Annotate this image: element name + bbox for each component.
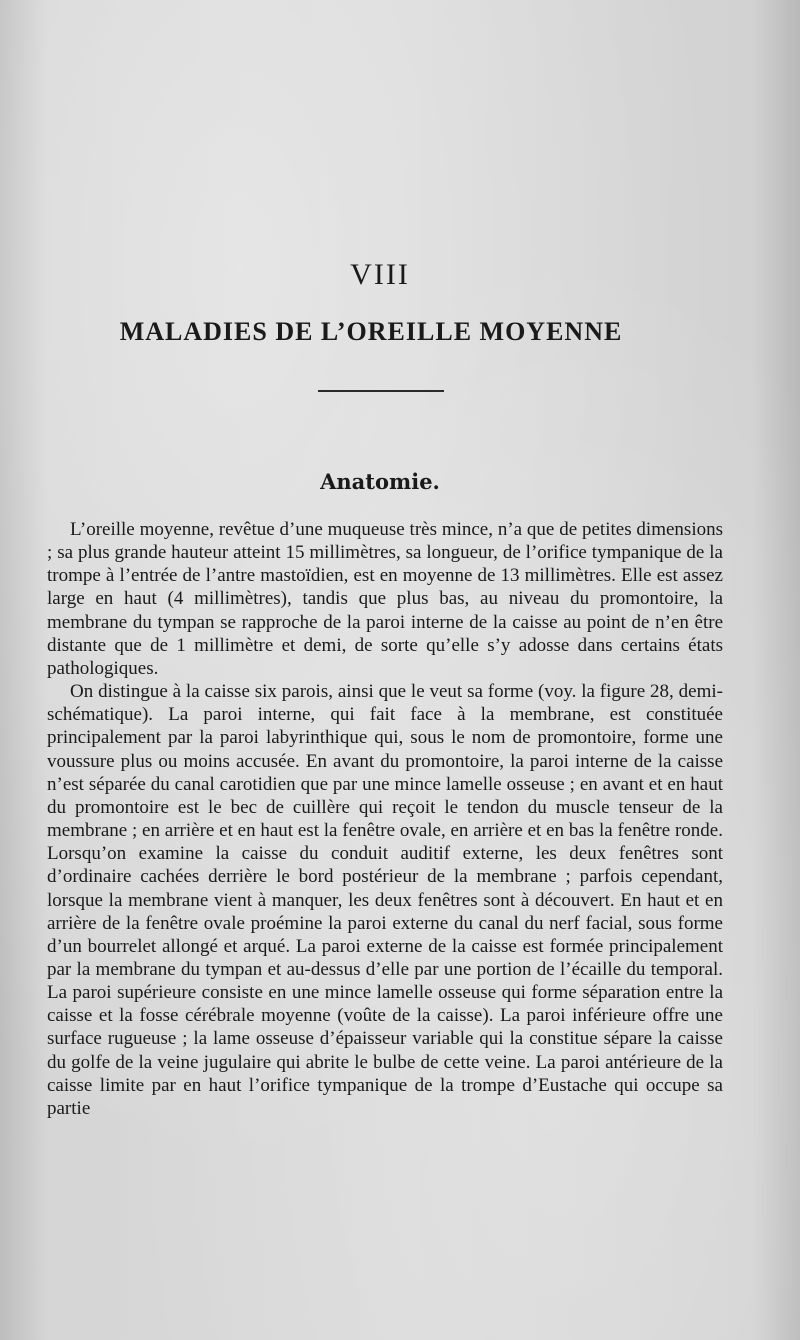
paragraph-2: On distingue à la caisse six parois, ainsi que le veut sa forme (voy. la figure 28, demi-schématique). La paroi interne, qui fait face à la membrane, est constituée principalement par la paroi labyrinthique qui, sous le nom de promontoire, forme une voussure plus ou moins accusée. En avant du promontoire, la paroi interne de la caisse n’est séparée du canal carotidien que par une mince lamelle osseuse ; en avant et en haut du promontoire est le bec de cuillère qui reçoit le tendon du muscle tenseur de la membrane ; en arrière et en haut est la fenêtre ovale, en arrière et en bas la fenêtre ronde. Lorsqu’on examine la caisse du conduit auditif externe, les deux fenêtres sont d’ordinaire cachées derrière le bord postérieur de la membrane ; parfois cependant, lorsque la membrane vient à manquer, les deux fenêtres sont à découvert. En haut et en arrière de la fenêtre ovale proémine la paroi externe du canal du nerf facial, sous forme d’un bourrelet allongé et arqué. La paroi externe de la caisse est formée principalement par la membrane du tympan et au-dessus d’elle par une portion de l’écaille du temporal. La paroi supérieure consiste en une mince lamelle osseuse qui forme séparation entre la caisse et la fosse cérébrale moyenne (voûte de la caisse). La paroi inférieure offre une surface rugueuse ; la lame osseuse d’épaisseur variable qui la constitue sépare la caisse du golfe de la veine jugulaire qui abrite le bulbe de cette veine. La paroi antérieure de la caisse limite par en haut l’orifice tympanique de la trompe d’Eustache qui occupe sa partie [47,681,723,1119]
chapter-number: VIII [350,258,410,291]
body-text [47,518,723,1120]
section-title: Anatomie. [320,469,440,494]
chapter-title: MALADIES DE L’OREILLE MOYENNE [119,317,623,346]
title-divider [318,390,444,392]
paragraph-1: L’oreille moyenne, revêtue d’une muqueuse très mince, n’a que de petites dimensions ; sa plus grande hauteur atteint 15 millimètres, sa longueur, de l’orifice tympanique de la trompe à l’entrée de l’antre mastoïdien, est en moyenne de 13 millimètres. Elle est assez large en haut (4 millimètres), tandis que plus bas, au niveau du promontoire, la membrane du tympan se rapproche de la paroi interne de la caisse au point de n’en être distante que de 1 millimètre et demi, de sorte qu’elle s’y adosse dans certains états pathologiques. [47,519,723,679]
